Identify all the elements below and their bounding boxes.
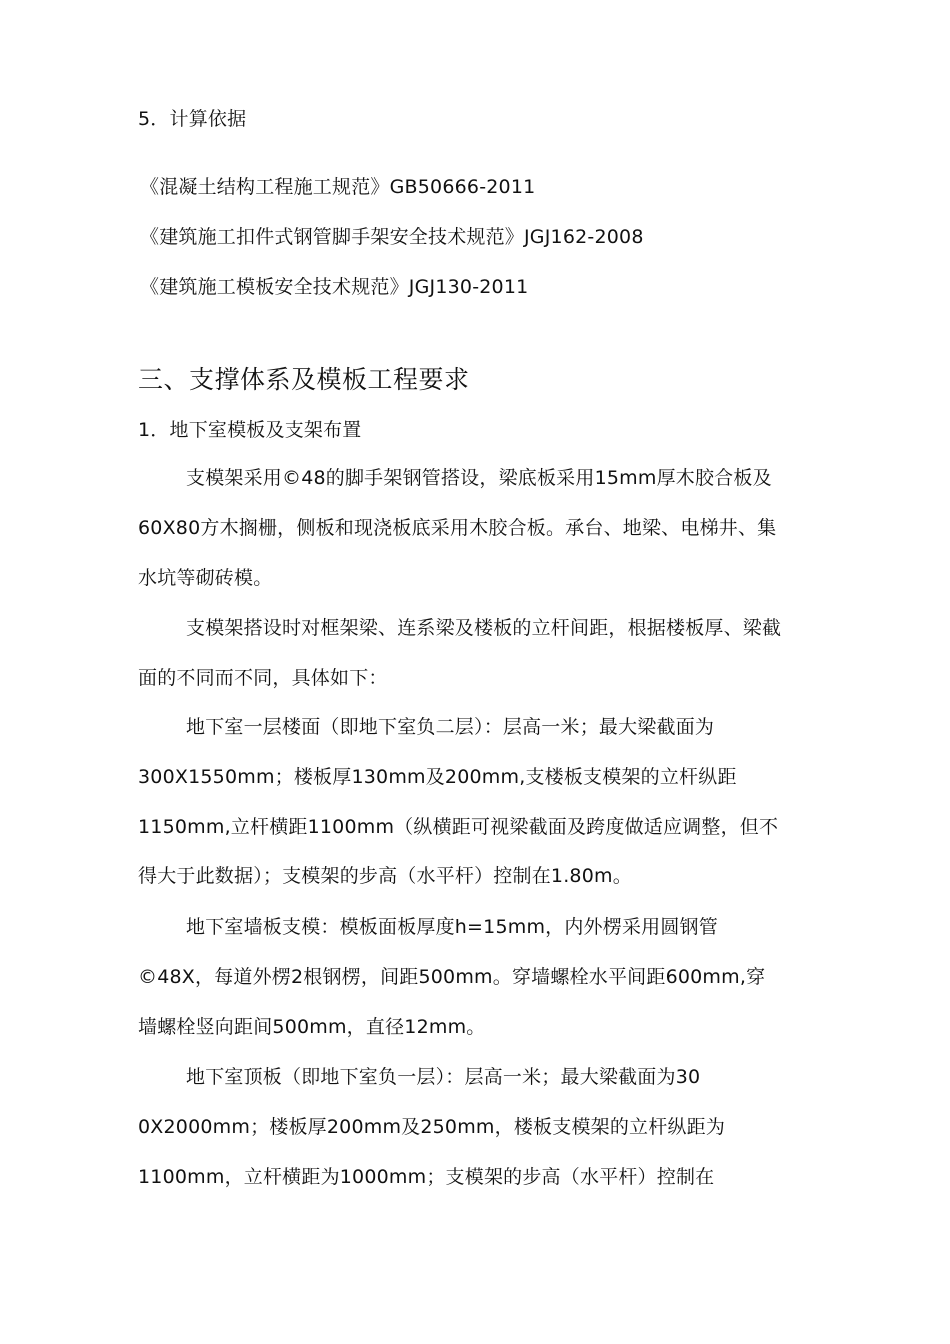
paragraph-line: 支模架采用©48的脚手架钢管搭设，梁底板采用15mm厚木胶合板及 <box>186 467 772 489</box>
paragraph-line: 地下室顶板（即地下室负一层）：层高一米；最大梁截面为30 <box>186 1066 701 1088</box>
chapter-title: 三、支撑体系及模板工程要求 <box>138 365 470 394</box>
paragraph-line: 1100mm，立杆横距为1000mm；支模架的步高（水平杆）控制在 <box>138 1166 715 1188</box>
paragraph-line: 1150mm,立杆横距1100mm（纵横距可视梁截面及跨度做适应调整，但不 <box>138 816 779 838</box>
paragraph-line: 支模架搭设时对框架梁、连系梁及楼板的立杆间距，根据楼板厚、梁截 <box>186 617 782 639</box>
paragraph-line: 得大于此数据）；支模架的步高（水平杆）控制在1.80m。 <box>138 865 632 887</box>
paragraph-line: 60X80方木搁栅，侧板和现浇板底采用木胶合板。承台、地梁、电梯井、集 <box>138 517 777 539</box>
paragraph-line: 墙螺栓竖向距间500mm，直径12mm。 <box>138 1016 486 1038</box>
paragraph-line: 0X2000mm；楼板厚200mm及250mm，楼板支模架的立杆纵距为 <box>138 1116 726 1138</box>
paragraph-line: ©48X，每道外楞2根钢楞，间距500mm。穿墙螺栓水平间距600mm,穿 <box>138 966 766 988</box>
paragraph-line: 300X1550mm；楼板厚130mm及200mm,支楼板支模架的立杆纵距 <box>138 766 737 788</box>
subsection-heading: 1．地下室模板及支架布置 <box>138 419 362 441</box>
reference-item: 《建筑施工模板安全技术规范》JGJ130-2011 <box>140 276 529 298</box>
reference-item: 《混凝土结构工程施工规范》GB50666-2011 <box>140 176 536 198</box>
paragraph-line: 地下室墙板支模：模板面板厚度h=15mm，内外楞采用圆钢管 <box>186 916 718 938</box>
paragraph-line: 水坑等砌砖模。 <box>138 567 273 589</box>
paragraph-line: 面的不同而不同，具体如下： <box>138 667 388 689</box>
reference-item: 《建筑施工扣件式钢管脚手架安全技术规范》JGJ162-2008 <box>140 226 644 248</box>
paragraph-line: 地下室一层楼面（即地下室负二层）：层高一米；最大梁截面为 <box>186 716 715 738</box>
section-heading-basis: 5．计算依据 <box>138 108 247 130</box>
